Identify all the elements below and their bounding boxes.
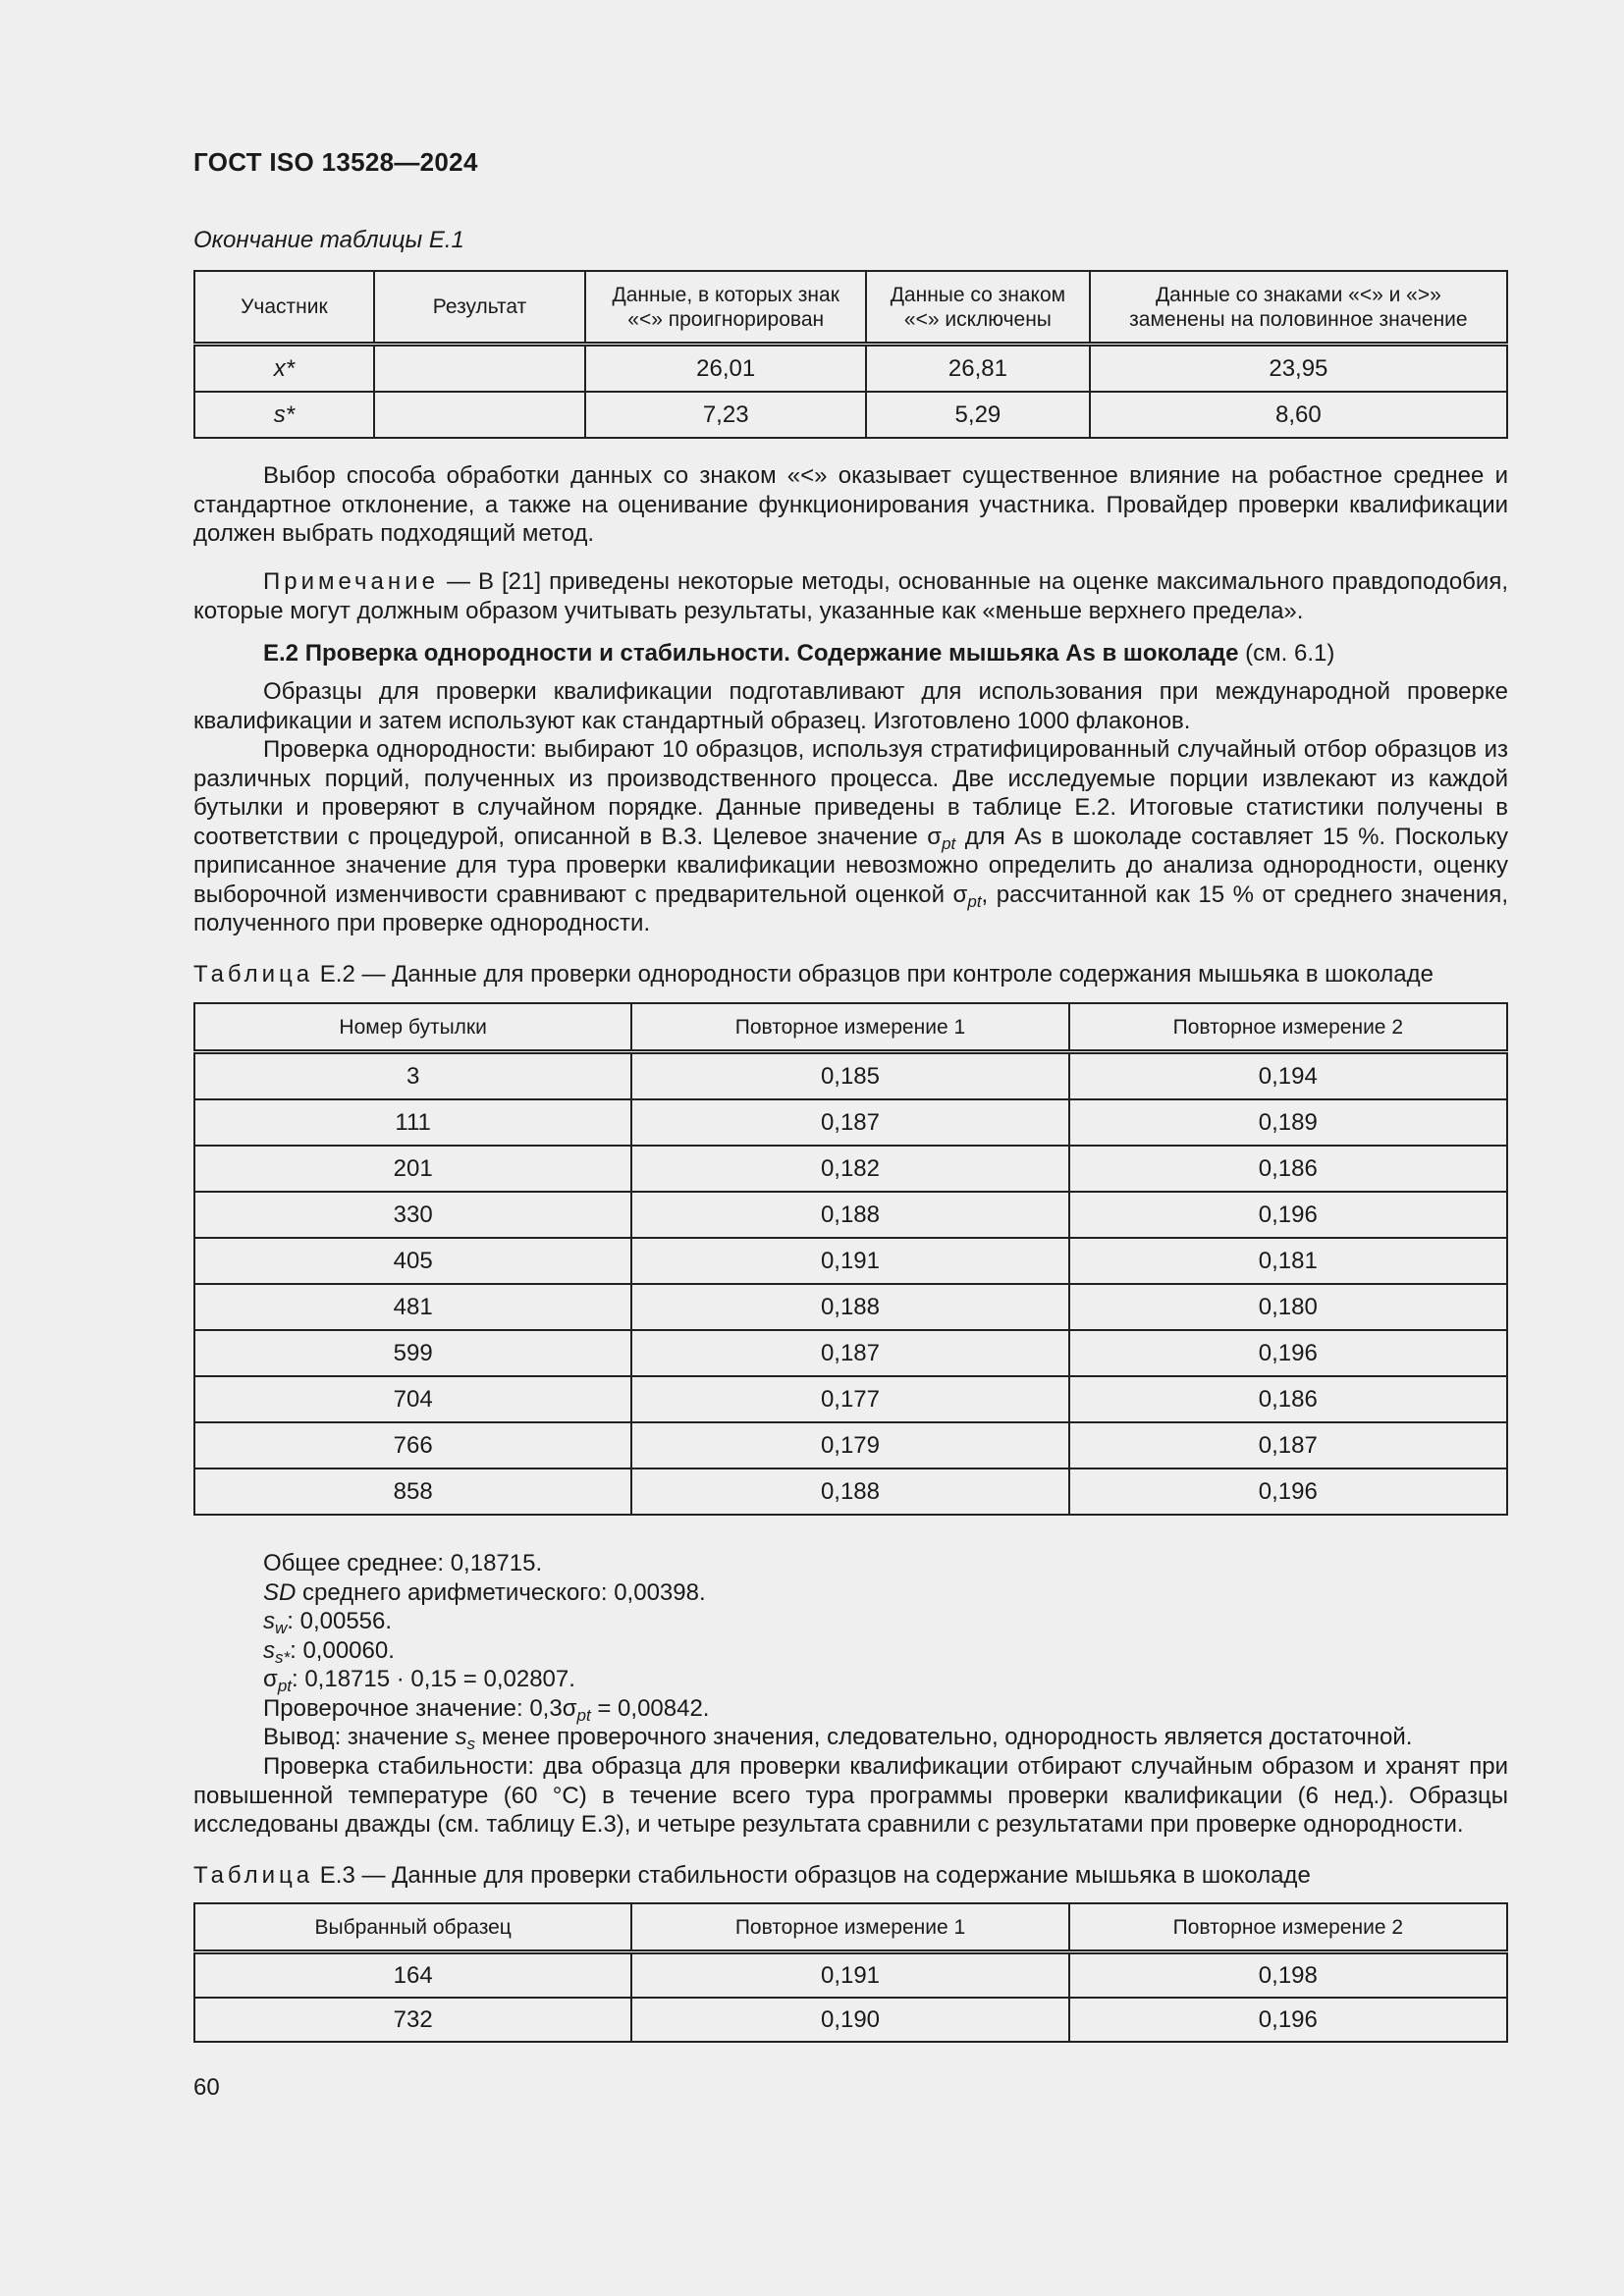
table-cell: 0,196 bbox=[1069, 1468, 1507, 1515]
column-header: Повторное измерение 1 bbox=[631, 1003, 1068, 1052]
table-row bbox=[194, 1468, 1507, 1515]
table-cell: 111 bbox=[194, 1099, 631, 1146]
table-cell bbox=[374, 345, 586, 393]
note-paragraph bbox=[193, 567, 1508, 625]
table-cell: 7,23 bbox=[585, 392, 866, 438]
table-cell: 599 bbox=[194, 1330, 631, 1376]
paragraph-homogeneity bbox=[193, 735, 1508, 938]
stat-value: Вывод: значение bbox=[263, 1724, 456, 1750]
table-cell: 0,182 bbox=[631, 1146, 1068, 1192]
paragraph: Образцы для проверки квалификации подготавливают для использования при международной проверке квалификации и затем используют как стандартный образец. Изготовлено 1000 флаконов. bbox=[193, 678, 1508, 734]
text-run: Проверка однородности: выбирают 10 образцов, используя стратифицированный случайный отбор образцов из различных порций, полученных из производственного процесса. Две исследуемые порции извлекают из каждой бутылки и проверяют в случайном порядке. Данные приведены в таблице Е.2. Итоговые статистики получены в соответствии с процедурой, описанной в В.3. Целевое значение bbox=[193, 736, 1508, 850]
page-number: 60 bbox=[193, 2074, 220, 2101]
column-header: Данные со знаком «<» исключены bbox=[866, 271, 1090, 345]
table-row bbox=[194, 1998, 1507, 2042]
stat-value: : 0,18715 · 0,15 = 0,02807. bbox=[292, 1666, 575, 1692]
table-header-row bbox=[194, 1003, 1507, 1052]
stat-mean: Общее среднее: 0,18715. bbox=[263, 1550, 543, 1576]
column-header: Повторное измерение 2 bbox=[1069, 1003, 1507, 1052]
caption-label: Таблица bbox=[193, 961, 314, 988]
table-row bbox=[194, 1192, 1507, 1238]
table-cell: 0,181 bbox=[1069, 1238, 1507, 1284]
section-heading: Е.2 Проверка однородности и стабильности. Содержание мышьяка As в шоколаде bbox=[263, 640, 1239, 667]
stat-symbol: s bbox=[455, 1724, 467, 1750]
table-row bbox=[194, 1238, 1507, 1284]
table-row bbox=[194, 392, 1507, 438]
subscript: w bbox=[275, 1619, 288, 1637]
table-cell: 0,198 bbox=[1069, 1952, 1507, 1999]
table-cell: 0,186 bbox=[1069, 1376, 1507, 1422]
table-row bbox=[194, 1099, 1507, 1146]
paragraph-stability: Проверка стабильности: два образца для проверки квалификации отбирают случайным образом и хранят при повышенной температуре (60 °С) в течение всего тура программы проверки квалификации (6 нед.). Образцы исследованы дважды (см. таблицу Е.3), и четыре результата сравнили с результатами при проверке однородности. bbox=[193, 1753, 1508, 1838]
table-cell: 0,196 bbox=[1069, 1330, 1507, 1376]
table-caption bbox=[193, 961, 1434, 988]
column-header: Данные со знаками «<» и «>» заменены на половинное значение bbox=[1090, 271, 1507, 345]
table-row bbox=[194, 1146, 1507, 1192]
text-run: для As в шоколаде составляет 15 %. Поскольку приписанное значение для тура проверки квалификации невозможно определить до анализа однородности, оценку выборочной изменчивости сравнивают с предварительной оценкой bbox=[193, 823, 1508, 908]
table-cell: 0,196 bbox=[1069, 1192, 1507, 1238]
document-header: ГОСТ ISO 13528—2024 bbox=[193, 147, 478, 177]
table-cell: 26,01 bbox=[585, 345, 866, 393]
table-row bbox=[194, 1330, 1507, 1376]
table-cell: 0,187 bbox=[631, 1099, 1068, 1146]
stat-symbol: s bbox=[263, 1636, 275, 1664]
column-header: Данные, в которых знак «<» проигнорирован bbox=[585, 271, 866, 345]
column-header: Повторное измерение 1 bbox=[631, 1903, 1068, 1952]
table-cell: 0,188 bbox=[631, 1468, 1068, 1515]
table-e1 bbox=[193, 270, 1508, 439]
stat-value: среднего арифметического: 0,00398. bbox=[296, 1578, 706, 1606]
column-header: Результат bbox=[374, 271, 586, 345]
section-heading-line bbox=[193, 639, 1508, 668]
table-cell: 164 bbox=[194, 1952, 631, 1999]
subscript: s* bbox=[275, 1647, 291, 1667]
table-cell: 0,188 bbox=[631, 1284, 1068, 1330]
table-caption bbox=[193, 1862, 1311, 1890]
table-cell: 0,190 bbox=[631, 1998, 1068, 2042]
table-cell: 704 bbox=[194, 1376, 631, 1422]
column-header: Повторное измерение 2 bbox=[1069, 1903, 1507, 1952]
stat-conclusion bbox=[263, 1723, 1412, 1752]
paragraph: Выбор способа обработки данных со знаком «<» оказывает существенное влияние на робастное среднее и стандартное отклонение, а также на оценивание функционирования участника. Провайдер проверки квалификации должен выбрать подходящий метод. bbox=[193, 462, 1508, 547]
table-cell: 0,191 bbox=[631, 1952, 1068, 1999]
table-cell: 0,180 bbox=[1069, 1284, 1507, 1330]
sigma-symbol: σ bbox=[927, 823, 943, 850]
table-cell: 5,29 bbox=[866, 392, 1090, 438]
table-cell: 858 bbox=[194, 1468, 631, 1515]
table-cell: 0,186 bbox=[1069, 1146, 1507, 1192]
table-cell: 0,187 bbox=[631, 1330, 1068, 1376]
table-cell: 0,196 bbox=[1069, 1998, 1507, 2042]
stat-value: : 0,00556. bbox=[287, 1608, 393, 1634]
subscript: s bbox=[466, 1735, 476, 1753]
column-header: Номер бутылки bbox=[194, 1003, 631, 1052]
table-row bbox=[194, 1376, 1507, 1422]
table-cell: 23,95 bbox=[1090, 345, 1507, 393]
stat-check bbox=[263, 1694, 1412, 1724]
table-body bbox=[194, 1952, 1507, 2043]
table-cell: x* bbox=[194, 345, 374, 393]
table-row bbox=[194, 1284, 1507, 1330]
table-e2 bbox=[193, 1002, 1508, 1516]
table-cell: 8,60 bbox=[1090, 392, 1507, 438]
table-cell: 0,187 bbox=[1069, 1422, 1507, 1468]
table-cell: 3 bbox=[194, 1052, 631, 1100]
table-e3 bbox=[193, 1902, 1508, 2043]
stat-value: : 0,00060. bbox=[290, 1636, 395, 1664]
table-cell: 0,185 bbox=[631, 1052, 1068, 1100]
stat-sw bbox=[263, 1607, 1412, 1636]
table-cell: 481 bbox=[194, 1284, 631, 1330]
sigma-symbol: σ bbox=[952, 881, 968, 908]
table-cell: 330 bbox=[194, 1192, 631, 1238]
note-label: Примечание bbox=[263, 568, 439, 595]
stat-spt bbox=[263, 1665, 1412, 1694]
subscript: pt bbox=[967, 891, 982, 911]
table-row bbox=[194, 1422, 1507, 1468]
table-header-row bbox=[194, 271, 1507, 345]
subscript: pt bbox=[942, 833, 956, 853]
table-cell: 0,194 bbox=[1069, 1052, 1507, 1100]
table-body bbox=[194, 1052, 1507, 1516]
table-cell: 732 bbox=[194, 1998, 631, 2042]
table-row bbox=[194, 1052, 1507, 1100]
column-header: Выбранный образец bbox=[194, 1903, 631, 1952]
table-continuation-label: Окончание таблицы E.1 bbox=[193, 227, 464, 253]
section-ref: (см. 6.1) bbox=[1238, 640, 1335, 667]
note-text: — В [21] приведены некоторые методы, основанные на оценке максимального правдоподобия, которые могут должным образом учитывать результаты, указанные как «меньше верхнего предела». bbox=[193, 568, 1508, 624]
caption-label: Таблица bbox=[193, 1862, 314, 1889]
table-cell: 766 bbox=[194, 1422, 631, 1468]
stat-sd bbox=[263, 1578, 1412, 1608]
stat-value: = 0,00842. bbox=[590, 1694, 710, 1722]
stat-ss bbox=[263, 1636, 1412, 1666]
table-cell: 0,191 bbox=[631, 1238, 1068, 1284]
stat-value: менее проверочного значения, следовательно, однородность является достаточной. bbox=[475, 1724, 1413, 1750]
stat-symbol: s bbox=[263, 1608, 275, 1634]
caption-text: Е.3 — Данные для проверки стабильности образцов на содержание мышьяка в шоколаде bbox=[313, 1862, 1311, 1889]
table-row bbox=[194, 345, 1507, 393]
table-header-row bbox=[194, 1903, 1507, 1952]
table-cell: 26,81 bbox=[866, 345, 1090, 393]
table-row bbox=[194, 1952, 1507, 1999]
stat-value: Проверочное значение: 0,3σ bbox=[263, 1694, 577, 1722]
table-cell: 0,188 bbox=[631, 1192, 1068, 1238]
table-cell: s* bbox=[194, 392, 374, 438]
table-cell: 201 bbox=[194, 1146, 631, 1192]
table-cell bbox=[374, 392, 586, 438]
column-header: Участник bbox=[194, 271, 374, 345]
subscript: pt bbox=[576, 1705, 591, 1725]
homogeneity-stats bbox=[263, 1549, 1412, 1752]
table-cell: 0,179 bbox=[631, 1422, 1068, 1468]
table-cell: 0,189 bbox=[1069, 1099, 1507, 1146]
table-cell: 0,177 bbox=[631, 1376, 1068, 1422]
table-cell: 405 bbox=[194, 1238, 631, 1284]
stat-symbol: σ bbox=[263, 1666, 278, 1692]
text-run: , рассчитанной как 15 % от среднего значения, полученного при проверке однородности. bbox=[193, 881, 1508, 936]
subscript: pt bbox=[277, 1677, 292, 1695]
caption-text: Е.2 — Данные для проверки однородности образцов при контроле содержания мышьяка в шоколаде bbox=[313, 961, 1434, 988]
stat-symbol: SD bbox=[263, 1578, 297, 1606]
